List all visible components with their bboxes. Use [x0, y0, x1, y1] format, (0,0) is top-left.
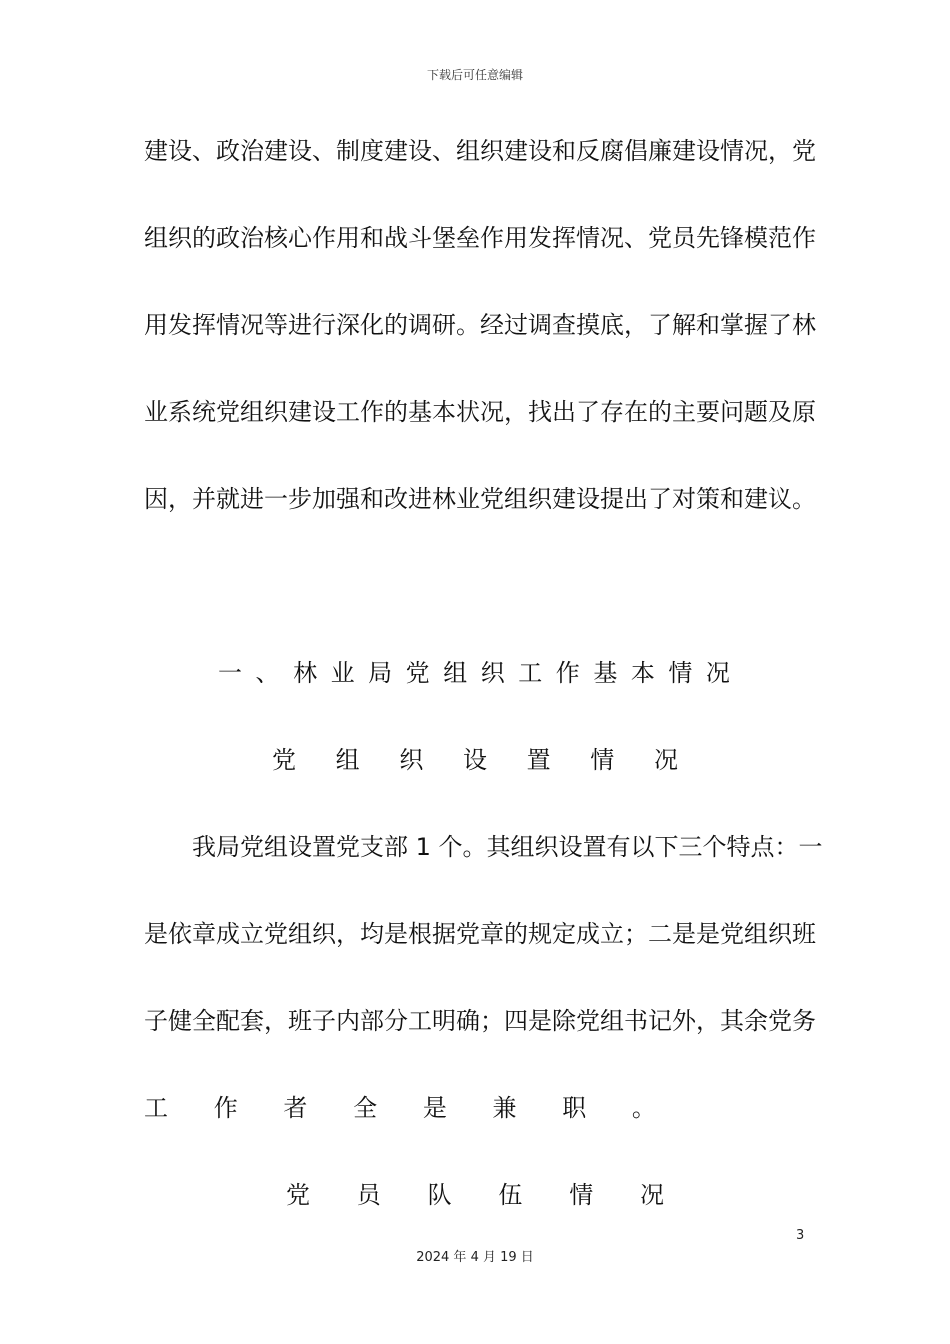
subheading-char: 置 — [526, 746, 551, 774]
body-char: 。 — [631, 1094, 656, 1122]
heading-char: 组 — [443, 659, 468, 687]
subheading-char: 情 — [569, 1181, 594, 1209]
subheading-char: 况 — [639, 1181, 664, 1209]
body-char: 全 — [353, 1094, 378, 1122]
subheading-char: 队 — [427, 1181, 452, 1209]
heading-char: 、 — [255, 659, 280, 687]
body-char: 工 — [144, 1094, 168, 1122]
subheading-member-team — [286, 1180, 664, 1210]
intro-line-5: 因，并就进一步加强和改进林业党组织建设提出了对策和建议。 — [144, 485, 816, 513]
body-line-1: 我局党组设置党支部 1 个。其组织设置有以下三个特点：一 — [192, 833, 823, 861]
heading-char: 业 — [330, 659, 355, 687]
heading-char: 基 — [593, 659, 618, 687]
heading-char: 林 — [293, 659, 318, 687]
heading-char: 一 — [218, 659, 242, 687]
intro-line-4: 业系统党组织建设工作的基本状况，找出了存在的主要问题及原 — [144, 398, 816, 426]
heading-char: 织 — [480, 659, 505, 687]
intro-line-1: 建设、政治建设、制度建设、组织建设和反腐倡廉建设情况，党 — [144, 137, 816, 165]
subheading-organization-setup — [272, 745, 678, 775]
page-number: 3 — [796, 1228, 805, 1243]
subheading-char: 况 — [653, 746, 678, 774]
subheading-char: 情 — [590, 746, 615, 774]
body-char: 者 — [283, 1094, 308, 1122]
subheading-char: 员 — [356, 1181, 381, 1209]
body-char: 作 — [213, 1094, 238, 1122]
heading-char: 本 — [630, 659, 655, 687]
heading-char: 局 — [368, 659, 393, 687]
heading-char: 作 — [555, 659, 580, 687]
section-heading — [218, 658, 730, 688]
subheading-char: 组 — [335, 746, 360, 774]
heading-char: 工 — [518, 659, 543, 687]
heading-char: 党 — [405, 659, 430, 687]
subheading-char: 伍 — [498, 1181, 523, 1209]
subheading-char: 党 — [286, 1181, 310, 1209]
footer-date: 2024 年 4 月 19 日 — [416, 1250, 534, 1265]
body-line-2: 是依章成立党组织，均是根据党章的规定成立；二是是党组织班 — [144, 920, 816, 948]
heading-char: 情 — [668, 659, 693, 687]
body-line-3: 子健全配套，班子内部分工明确；四是除党组书记外，其余党务 — [144, 1007, 816, 1035]
heading-char: 况 — [705, 659, 730, 687]
body-char: 兼 — [492, 1094, 517, 1122]
subheading-char: 设 — [462, 746, 487, 774]
body-char: 是 — [422, 1094, 447, 1122]
subheading-char: 党 — [272, 746, 296, 774]
intro-line-2: 组织的政治核心作用和战斗堡垒作用发挥情况、党员先锋模范作 — [144, 224, 816, 252]
body-line-4 — [144, 1093, 656, 1123]
intro-line-3: 用发挥情况等进行深化的调研。经过调查摸底，了解和掌握了林 — [144, 311, 816, 339]
header-note: 下载后可任意编辑 — [426, 68, 523, 82]
subheading-char: 织 — [399, 746, 424, 774]
body-char: 职 — [562, 1094, 587, 1122]
